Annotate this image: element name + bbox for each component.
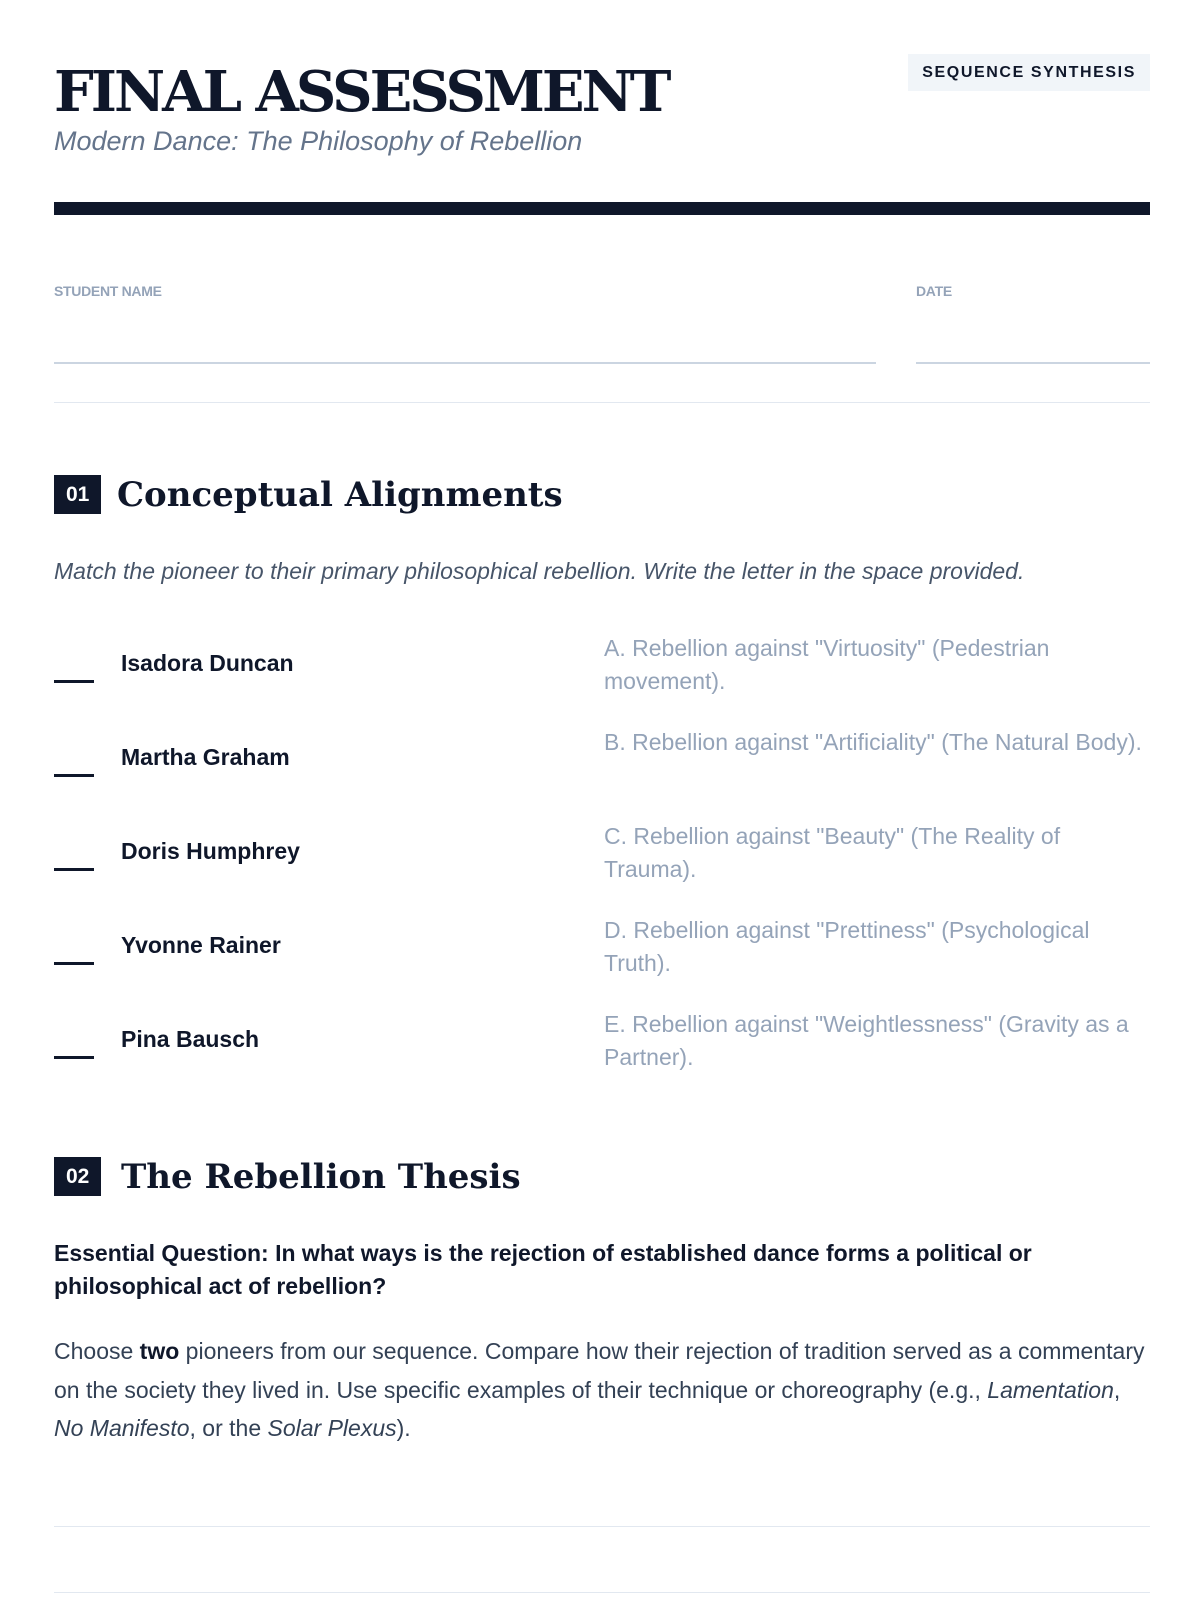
student-name-field[interactable] (54, 283, 876, 299)
assessment-page (54, 0, 1150, 1441)
match-row (54, 726, 1150, 820)
page-title: FINAL ASSESSMENT (54, 59, 669, 125)
sequence-badge: SEQUENCE SYNTHESIS (908, 54, 1150, 91)
rebellion-option: C. Rebellion against "Beauty" (The Reality of Trauma). (604, 823, 1061, 882)
prompt-emphasis: two (139, 1338, 180, 1364)
essay-prompt (54, 1332, 1154, 1448)
date-field[interactable] (916, 283, 1150, 299)
essential-question: Essential Question: In what ways is the rejection of established dance forms a political or philosophical act of rebellion? (54, 1240, 1032, 1299)
rebellion-option: E. Rebellion against "Weightlessness" (Gravity as a Partner). (604, 1011, 1129, 1070)
answer-blank[interactable] (54, 680, 94, 683)
student-fields (54, 215, 1150, 403)
section-1-title: Conceptual Alignments (117, 475, 563, 515)
section-1-heading (54, 475, 1150, 515)
section-2-heading (54, 1157, 1150, 1197)
rebellion-option: A. Rebellion against "Virtuosity" (Pedestrian movement). (604, 635, 1050, 694)
section-1-number: 01 (54, 475, 101, 514)
matching-instructions: Match the pioneer to their primary philosophical rebellion. Write the letter in the space provided. (54, 558, 1025, 584)
rebellion-option: B. Rebellion against "Artificiality" (The Natural Body). (604, 729, 1142, 755)
date-label: DATE (916, 283, 952, 299)
rebellion-option: D. Rebellion against "Prettiness" (Psychological Truth). (604, 917, 1090, 976)
student-name-label: STUDENT NAME (54, 283, 162, 299)
fields-divider (54, 402, 1150, 403)
prompt-text: , (1113, 1376, 1121, 1403)
header (54, 0, 1150, 215)
date-line[interactable] (916, 362, 1150, 364)
pioneer-name: Martha Graham (121, 744, 290, 770)
section-2-number: 02 (54, 1157, 101, 1196)
match-row (54, 1008, 1150, 1102)
pioneer-name: Doris Humphrey (121, 838, 300, 864)
prompt-text: , or the (189, 1415, 268, 1441)
page-subtitle: Modern Dance: The Philosophy of Rebellion (54, 126, 583, 156)
matching-list (54, 632, 1150, 1102)
match-row (54, 632, 1150, 726)
answer-blank[interactable] (54, 1056, 94, 1059)
answer-blank[interactable] (54, 868, 94, 871)
example-work: Lamentation (987, 1376, 1114, 1403)
prompt-text: Choose (54, 1338, 140, 1364)
match-row (54, 820, 1150, 914)
pioneer-name: Isadora Duncan (121, 650, 294, 676)
prompt-text: pioneers from our sequence. Compare how their rejection of tradition served as a commentary on the society they lived in. Use specific examples of their technique or choreography (e.g., (54, 1338, 1145, 1403)
example-work: Solar Plexus (267, 1415, 397, 1441)
pioneer-name: Pina Bausch (121, 1026, 260, 1052)
match-row (54, 914, 1150, 1008)
section-2-title: The Rebellion Thesis (121, 1157, 521, 1197)
pioneer-name: Yvonne Rainer (121, 932, 281, 958)
answer-blank[interactable] (54, 774, 94, 777)
answer-line[interactable] (54, 1592, 1150, 1593)
header-rule (54, 202, 1150, 215)
student-name-line[interactable] (54, 362, 876, 364)
prompt-text: ). (396, 1415, 411, 1441)
example-work: No Manifesto (54, 1415, 190, 1441)
answer-blank[interactable] (54, 962, 94, 965)
answer-line[interactable] (54, 1526, 1150, 1527)
